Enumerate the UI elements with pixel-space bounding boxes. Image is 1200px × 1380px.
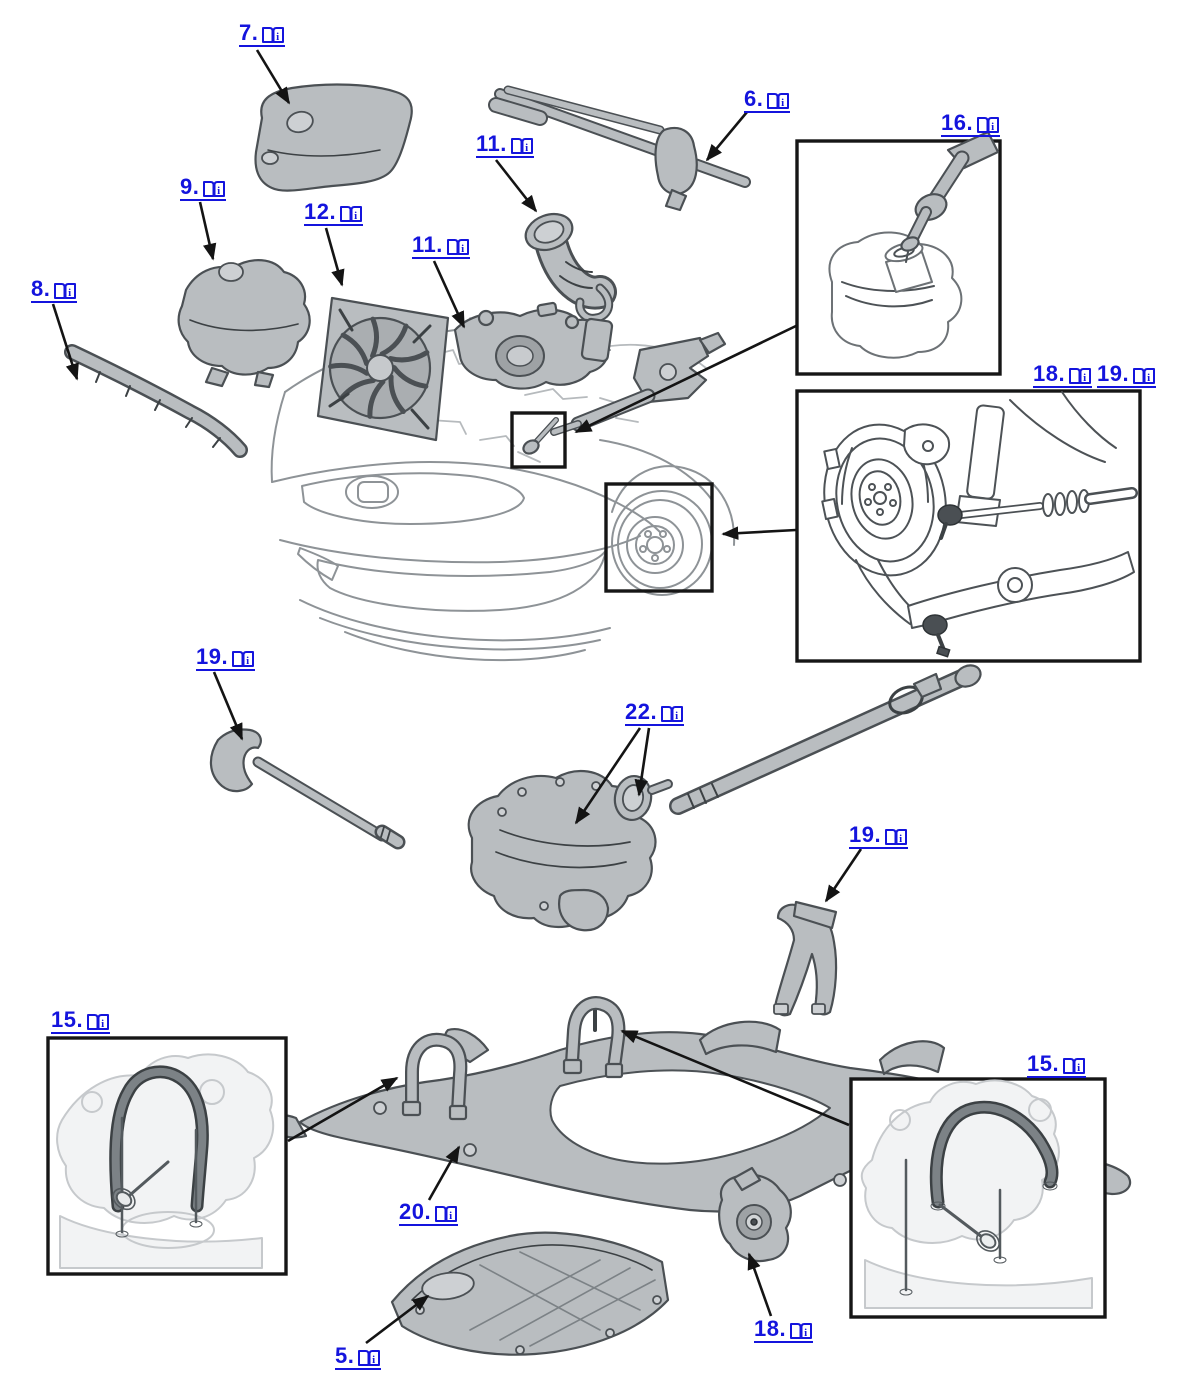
open-book-info-icon — [434, 1205, 458, 1223]
part-link-18-mount[interactable]: 18. i — [754, 1318, 813, 1343]
open-book-info-icon — [446, 238, 470, 256]
svg-text:i: i — [217, 185, 221, 197]
open-book-info-icon — [510, 137, 534, 155]
open-book-info-icon — [789, 1322, 813, 1340]
open-book-info-icon — [1062, 1057, 1086, 1075]
svg-text:i: i — [354, 210, 358, 222]
inset-box-knuckle-suspension — [797, 391, 1140, 661]
open-book-info-icon — [261, 26, 285, 44]
part-link-15-right[interactable]: 15. i — [1027, 1053, 1086, 1078]
part-link-8[interactable]: 8. i — [31, 278, 77, 303]
part-link-19-halfshaft[interactable]: 19. i — [196, 646, 255, 671]
driveshaft-fork-bracket — [774, 902, 836, 1015]
svg-text:i: i — [1077, 1062, 1081, 1074]
open-book-info-icon — [339, 205, 363, 223]
open-book-info-icon — [976, 116, 1000, 134]
svg-text:i: i — [899, 833, 903, 845]
svg-text:i: i — [460, 243, 465, 255]
svg-text:i: i — [276, 31, 280, 43]
svg-text:i: i — [781, 97, 785, 109]
radiator-fan — [318, 298, 448, 440]
part-link-19-inset[interactable]: 19. i — [1097, 363, 1156, 388]
open-book-info-icon — [884, 828, 908, 846]
engine-cover — [256, 85, 412, 191]
part-link-12[interactable]: 12. i — [304, 201, 363, 226]
svg-text:i: i — [101, 1018, 105, 1030]
part-link-22[interactable]: 22. i — [625, 701, 684, 726]
part-link-9[interactable]: 9. i — [180, 176, 226, 201]
open-book-info-icon — [357, 1349, 381, 1367]
part-link-16[interactable]: 16. i — [941, 112, 1000, 137]
svg-text:i: i — [246, 655, 250, 667]
propeller-shaft — [611, 661, 984, 822]
coolant-reservoir — [179, 260, 310, 387]
svg-text:i: i — [991, 121, 995, 133]
part-link-7[interactable]: 7. i — [239, 22, 285, 47]
engine-under-cover — [392, 1233, 668, 1355]
grille-shutter — [72, 352, 240, 450]
air-intake-hose — [521, 208, 609, 318]
part-link-19-fork[interactable]: 19. i — [849, 824, 908, 849]
open-book-info-icon — [53, 282, 77, 300]
svg-text:i: i — [675, 710, 679, 722]
open-book-info-icon — [1068, 367, 1092, 385]
part-link-6[interactable]: 6. i — [744, 88, 790, 113]
inset-box-steering-joint — [797, 132, 1000, 374]
svg-text:i: i — [449, 1210, 453, 1222]
half-shaft — [211, 729, 398, 842]
open-book-info-icon — [766, 92, 790, 110]
part-link-11-valve[interactable]: 11. i — [412, 234, 470, 259]
svg-text:i: i — [524, 142, 529, 154]
inset-box-engine-mount-right — [851, 1079, 1105, 1317]
open-book-info-icon — [86, 1013, 110, 1031]
callout-box-steering-joint — [512, 413, 565, 467]
inset-box-engine-mount-left — [48, 1038, 286, 1274]
open-book-info-icon — [1132, 367, 1156, 385]
part-link-20[interactable]: 20. i — [399, 1201, 458, 1226]
part-link-15-left[interactable]: 15. i — [51, 1009, 110, 1034]
part-link-11-intake[interactable]: 11. i — [476, 133, 534, 158]
svg-text:i: i — [372, 1354, 376, 1366]
open-book-info-icon — [660, 705, 684, 723]
svg-text:i: i — [804, 1327, 808, 1339]
svg-text:i: i — [1083, 372, 1087, 384]
svg-text:i: i — [68, 287, 72, 299]
open-book-info-icon — [231, 650, 255, 668]
open-book-info-icon — [202, 180, 226, 198]
part-link-5[interactable]: 5. i — [335, 1345, 381, 1370]
part-link-18-inset[interactable]: 18. i — [1033, 363, 1092, 388]
svg-text:i: i — [1147, 372, 1151, 384]
